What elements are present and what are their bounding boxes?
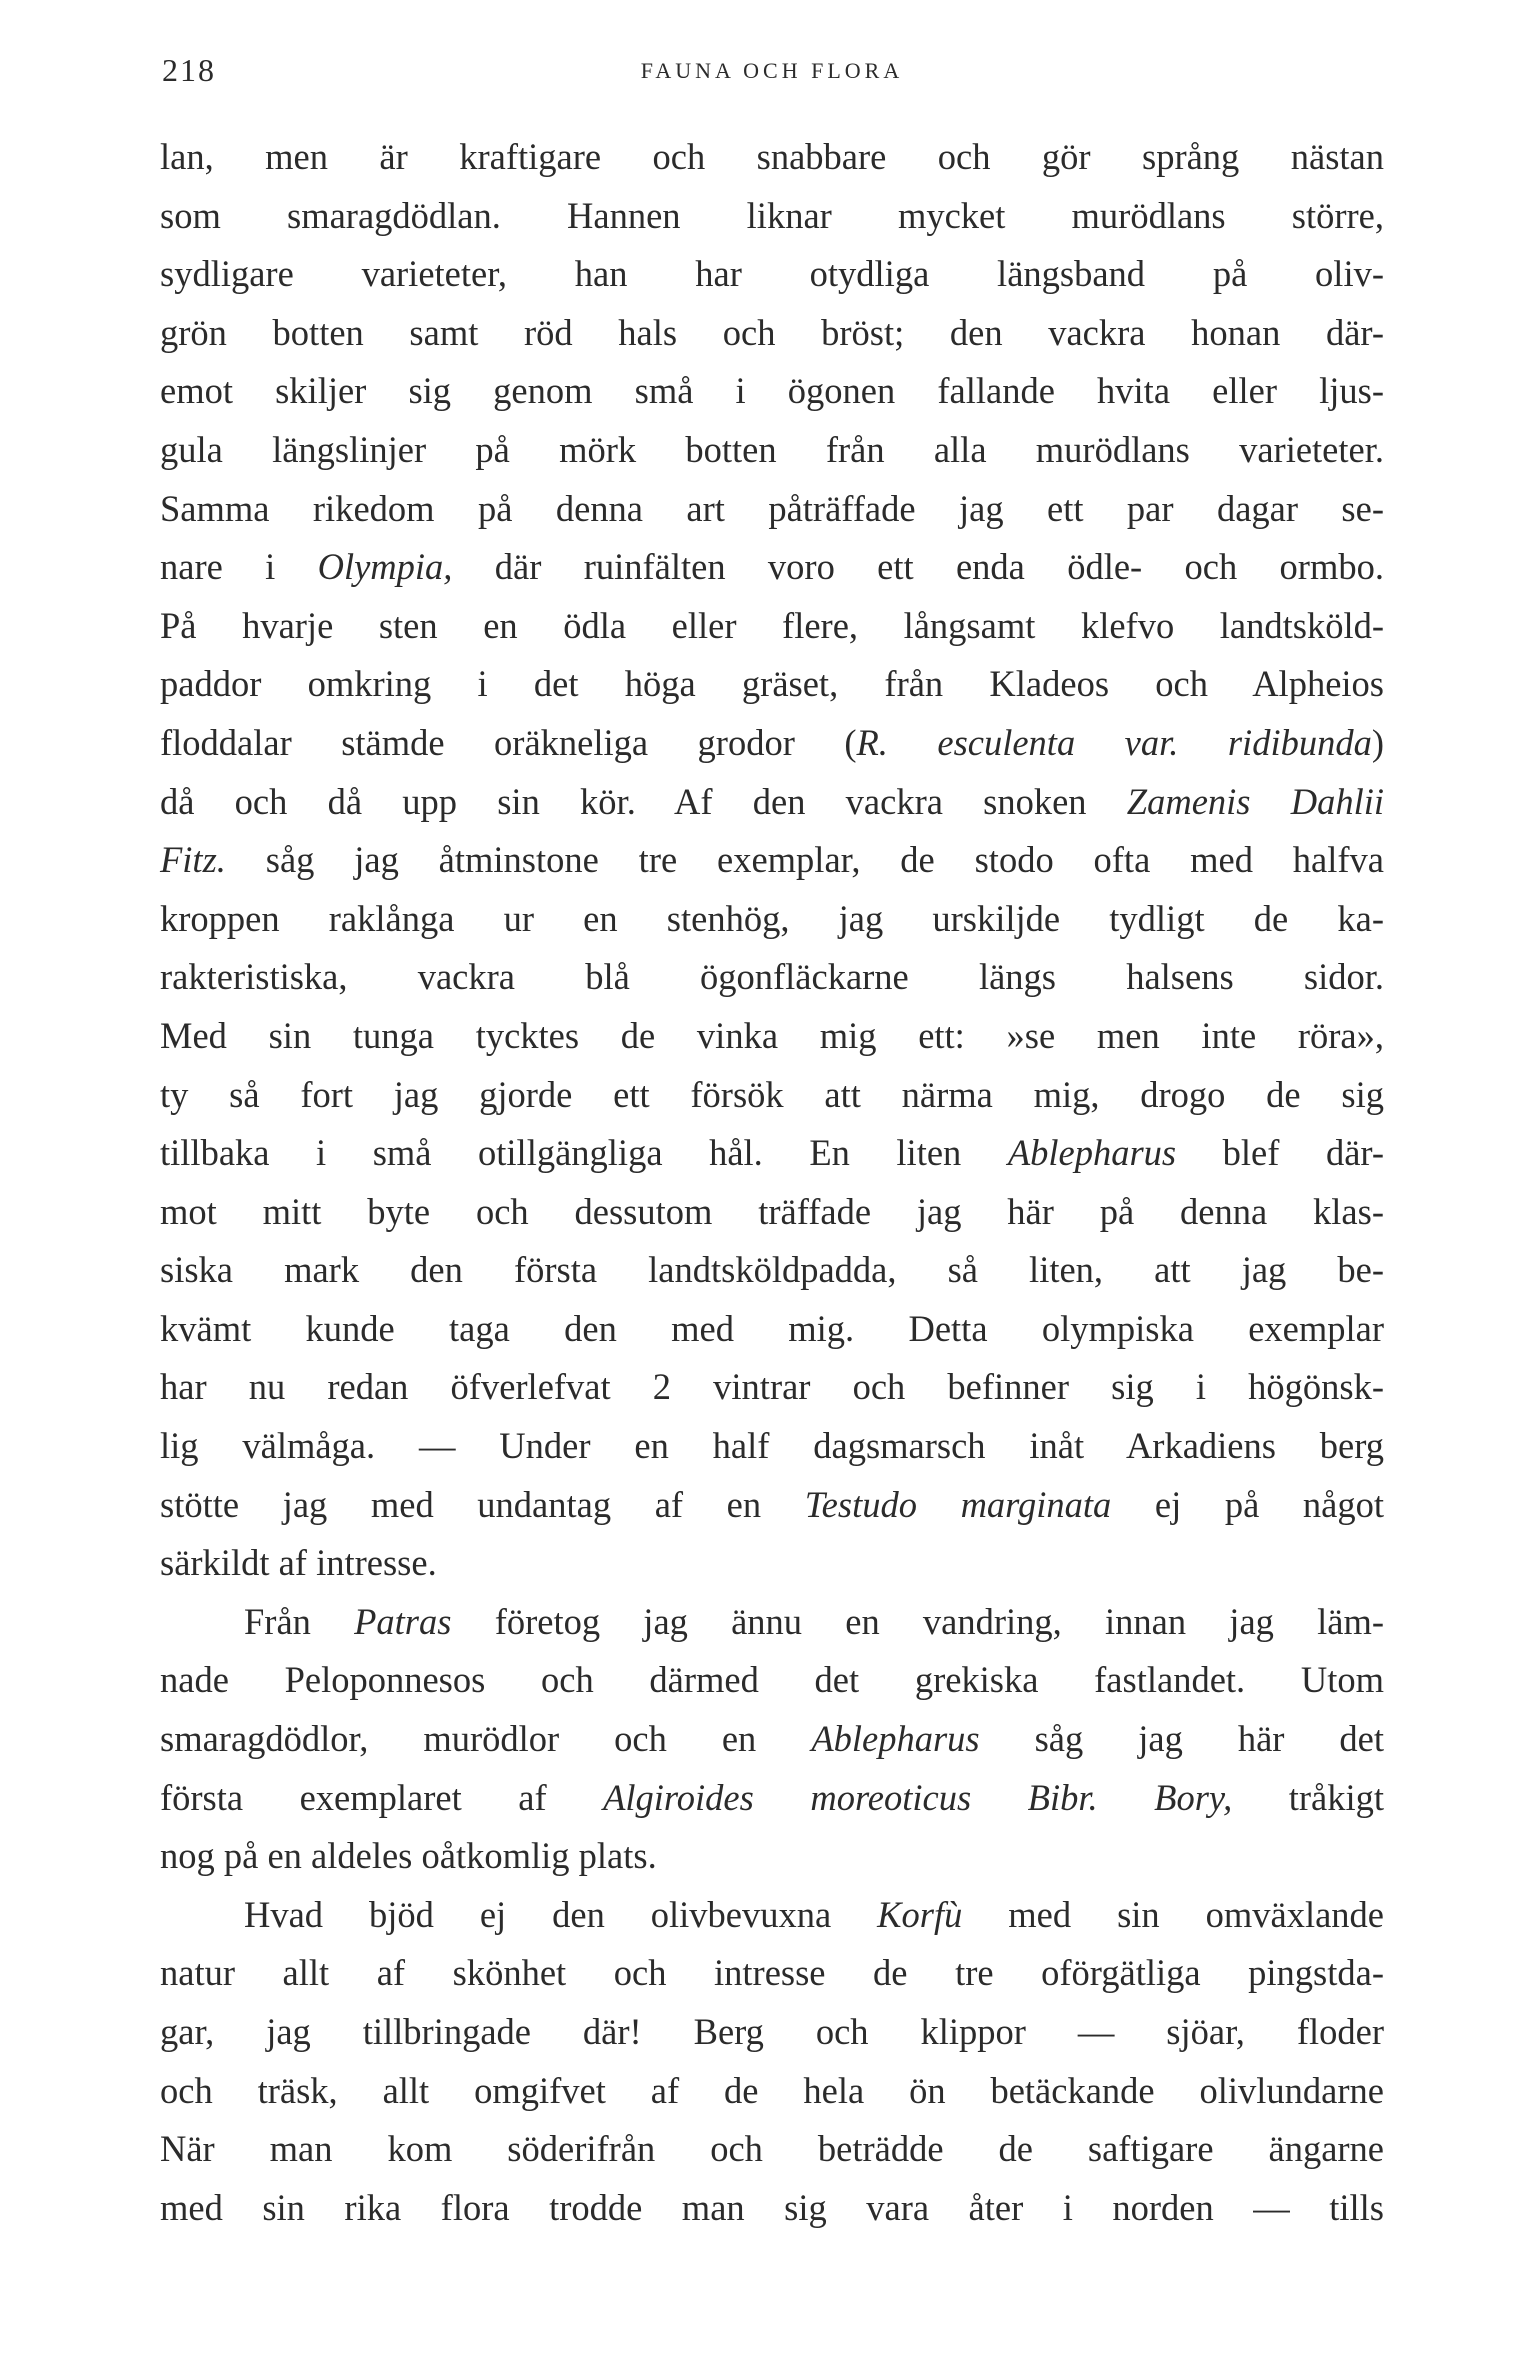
page-number: 218: [162, 52, 216, 88]
text-line: paddor omkring i det höga gräset, från Kladeos och Alpheios: [160, 663, 1384, 705]
text-line: tillbaka i små otillgängliga hål. En liten Ablepharus blef där-: [160, 1132, 1384, 1174]
running-head: FAUNA OCH FLORA: [640, 58, 904, 83]
text-line: När man kom söderifrån och beträdde de saftigare ängarne: [160, 2128, 1384, 2170]
text-line: På hvarje sten en ödla eller flere, långsamt klefvo landtsköld-: [160, 604, 1384, 646]
text-line: Fitz. såg jag åtminstone tre exemplar, de stodo ofta med halfva: [160, 839, 1384, 881]
text-line: Samma rikedom på denna art påträffade jag ett par dagar se-: [160, 487, 1384, 529]
text-line: nog på en aldeles oåtkomlig plats.: [160, 1835, 657, 1877]
page-header: [162, 52, 1382, 92]
text-line: särkildt af intresse.: [160, 1542, 437, 1584]
text-line: rakteristiska, vackra blå ögonfläckarne längs halsens sidor.: [160, 956, 1384, 998]
text-line: ty så fort jag gjorde ett försök att närma mig, drogo de sig: [160, 1073, 1384, 1115]
body-text: [160, 128, 1384, 2237]
text-line: Från Patras företog jag ännu en vandring, innan jag läm-: [244, 1600, 1384, 1642]
text-line: kroppen raklånga ur en stenhög, jag urskiljde tydligt de ka-: [160, 897, 1384, 939]
text-line: lan, men är kraftigare och snabbare och gör språng nästan: [160, 136, 1384, 177]
text-line: gar, jag tillbringade där! Berg och klippor — sjöar, floder: [160, 2011, 1384, 2052]
text-line: emot skiljer sig genom små i ögonen fallande hvita eller ljus-: [160, 370, 1384, 412]
text-line: lig välmåga. — Under en half dagsmarsch inåt Arkadiens berg: [160, 1425, 1384, 1467]
text-line: mot mitt byte och dessutom träffade jag här på denna klas-: [160, 1190, 1384, 1232]
text-line: som smaragdödlan. Hannen liknar mycket murödlans större,: [160, 194, 1384, 236]
text-line: grön botten samt röd hals och bröst; den vackra honan där-: [160, 311, 1384, 353]
text-line: Med sin tunga tycktes de vinka mig ett: »se men inte röra»,: [160, 1014, 1384, 1056]
text-line: stötte jag med undantag af en Testudo marginata ej på något: [160, 1483, 1384, 1525]
text-line: siska mark den första landtsköldpadda, så liten, att jag be-: [160, 1249, 1384, 1291]
text-line: Hvad bjöd ej den olivbevuxna Korfù med sin omväxlande: [244, 1893, 1384, 1935]
text-line: sydligare varieteter, han har otydliga längsband på oliv-: [160, 253, 1384, 295]
text-line: natur allt af skönhet och intresse de tre oförgätliga pingstda-: [160, 1952, 1384, 1994]
text-line: har nu redan öfverlefvat 2 vintrar och befinner sig i högönsk-: [160, 1366, 1384, 1408]
text-line: med sin rika flora trodde man sig vara åter i norden — tills: [160, 2186, 1384, 2228]
text-line: gula längslinjer på mörk botten från alla murödlans varieteter.: [160, 428, 1384, 470]
text-line: första exemplaret af Algiroides moreoticus Bibr. Bory, tråkigt: [160, 1776, 1384, 1818]
text-line: och träsk, allt omgifvet af de hela ön betäckande olivlundarne: [160, 2069, 1384, 2111]
text-line: kvämt kunde taga den med mig. Detta olympiska exemplar: [160, 1307, 1384, 1349]
text-line: floddalar stämde oräkneliga grodor (R. esculenta var. ridibunda): [160, 721, 1384, 763]
text-line: nare i Olympia, där ruinfälten voro ett enda ödle- och ormbo.: [160, 546, 1384, 588]
text-line: nade Peloponnesos och därmed det grekiska fastlandet. Utom: [160, 1659, 1384, 1701]
text-line: då och då upp sin kör. Af den vackra snoken Zamenis Dahlii: [160, 780, 1384, 822]
text-line: smaragdödlor, murödlor och en Ablepharus såg jag här det: [160, 1718, 1384, 1760]
